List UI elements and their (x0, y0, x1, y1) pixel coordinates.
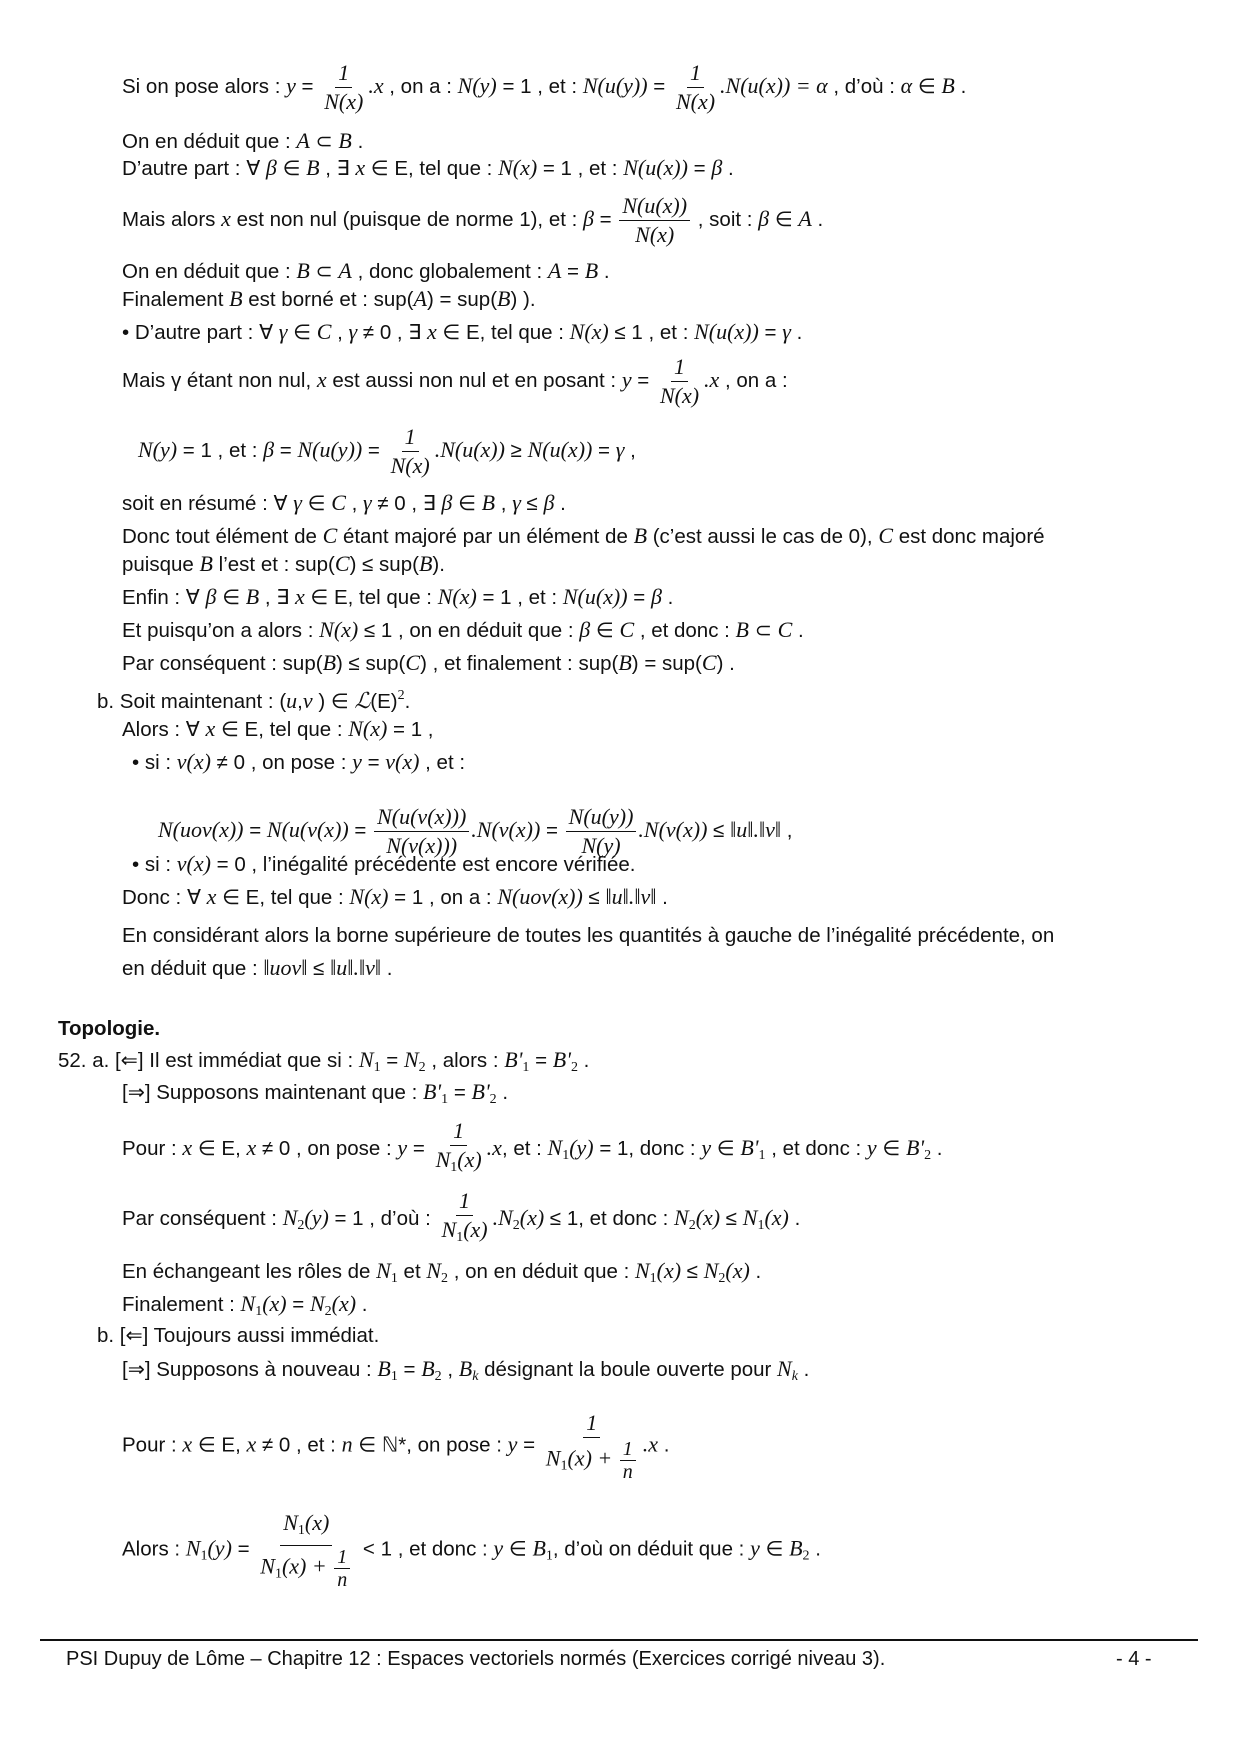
text-line: [⇒] Supposons à nouveau : $B_1 = B_2$ , $B_k$ désignant la boule ouverte pour $N_k$ . (122, 1356, 810, 1384)
text-line: Donc tout élément de C étant majoré par un élément de B (c’est aussi le cas de 0), C est donc majoré (122, 523, 1045, 548)
text-line: Mais γ étant non nul, x est aussi non nul et en posant : y = $\frac{1}{N(x)}$ .x , on a : (122, 354, 788, 408)
text-line: En échangeant les rôles de $N_1$ et $N_2$ , on en déduit que : $N_1(x) \le N_2(x)$ . (122, 1258, 762, 1286)
text-line: • D’autre part : ∀ γ ∈ C , γ ≠ 0 , ∃ x ∈ E, tel que : N(x) ≤ 1 , et : N(u(x)) = γ . (122, 319, 803, 344)
text-line: • si : v(x) = 0 , l’inégalité précédente est encore vérifiée. (132, 851, 636, 876)
text-line: On en déduit que : A ⊂ B . (122, 128, 364, 153)
page-number: - 4 - (1116, 1648, 1152, 1670)
text-line: soit en résumé : ∀ γ ∈ C , γ ≠ 0 , ∃ β ∈ B , γ ≤ β . (122, 490, 566, 515)
text-line: N(uov(x)) = N(u(v(x)) = $\frac{N(u(v(x)))}{N(v(x)))}$ .N(v(x)) = $\frac{N(u(y))}{N(y)}$ .N(v(x)) ≤ ‖u‖.‖v‖ , (158, 804, 793, 858)
text-line: 52. a. [⇐] Il est immédiat que si : $N_1 = N_2$ , alors : $B'_1 = B'_2$ . (58, 1047, 590, 1075)
text-line: Et puisqu’on a alors : N(x) ≤ 1 , on en déduit que : β ∈ C , et donc : B ⊂ C . (122, 617, 804, 642)
text-line: Finalement : $N_1(x) = N_2(x)$ . (122, 1291, 368, 1319)
text-line: Alors : ∀ x ∈ E, tel que : N(x) = 1 , (122, 716, 434, 741)
footer-title: PSI Dupuy de Lôme – Chapitre 12 : Espaces vectoriels normés (Exercices corrigé niveau 3). (66, 1648, 886, 1670)
text-line: Par conséquent : sup(B) ≤ sup(C) , et finalement : sup(B) = sup(C) . (122, 650, 735, 675)
text-line: Si on pose alors : y = $\frac{1}{N(x)}$ .x , on a : N(y) = 1 , et : N(u(y)) = $\frac{1}{N(x)}$ .N(u(x)) = α , d’où : α ∈ B . (122, 60, 967, 114)
text-line: b. Soit maintenant : (u,v ) ∈ $ℒ(E)^2$. (97, 688, 411, 713)
text-line: puisque B l’est et : sup(C) ≤ sup(B). (122, 551, 445, 576)
text-line: Mais alors x est non nul (puisque de norme 1), et : β = $\frac{N(u(x))}{N(x)}$ , soit : β ∈ A . (122, 193, 824, 247)
text-line: en déduit que : ‖uov‖ ≤ ‖u‖.‖v‖ . (122, 955, 393, 980)
text-line: • si : v(x) ≠ 0 , on pose : y = v(x) , et : (132, 749, 466, 774)
text-line: Donc : ∀ x ∈ E, tel que : N(x) = 1 , on a : N(uov(x)) ≤ ‖u‖.‖v‖ . (122, 884, 668, 909)
text-line: Pour : x ∈ E, x ≠ 0 , on pose : y = $\frac{1}{N_1(x)}$ .x, et : $N_1(y) = 1$, donc : y ∈ $B'_1$ , et donc : y ∈ $B'_2$ . (122, 1118, 943, 1175)
footer-divider (40, 1639, 1198, 1641)
text-line: N(y) = 1 , et : β = N(u(y)) = $\frac{1}{N(x)}$ .N(u(x)) ≥ N(u(x)) = γ , (138, 424, 636, 478)
text-line: Alors : $N_1(y)$ = $N_1(x)$ $N_1(x)$ + $\frac{1}{n}$ < 1 , et donc : y ∈ $B_1$, d’où on déduit que : y ∈ $B_2$ . (122, 1510, 821, 1591)
text-line: b. [⇐] Toujours aussi immédiat. (97, 1324, 380, 1347)
text-line: On en déduit que : B ⊂ A , donc globalement : A = B . (122, 258, 610, 283)
text-line: Pour : x ∈ E, x ≠ 0 , et : n ∈ ℕ*, on pose : y = 1 $N_1(x)$ + $\frac{1}{n}$ .x . (122, 1410, 670, 1483)
text-line: Finalement B est borné et : sup(A) = sup(B) ). (122, 286, 536, 311)
text-line: Topologie. (58, 1017, 161, 1040)
text-line: En considérant alors la borne supérieure de toutes les quantités à gauche de l’inégalité précédente, on (122, 924, 1055, 947)
text-line: Enfin : ∀ β ∈ B , ∃ x ∈ E, tel que : N(x) = 1 , et : N(u(x)) = β . (122, 584, 674, 609)
text-line: Par conséquent : $N_2(y) = 1$ , d’où : $\frac{1}{N_1(x)}$ $.N_2(x) \le 1$, et donc : $N_2(x) \le N_1(x)$ . (122, 1188, 801, 1245)
text-line: [⇒] Supposons maintenant que : $B'_1 = B'_2$ . (122, 1079, 509, 1107)
text-line: D’autre part : ∀ β ∈ B , ∃ x ∈ E, tel que : N(x) = 1 , et : N(u(x)) = β . (122, 155, 734, 180)
